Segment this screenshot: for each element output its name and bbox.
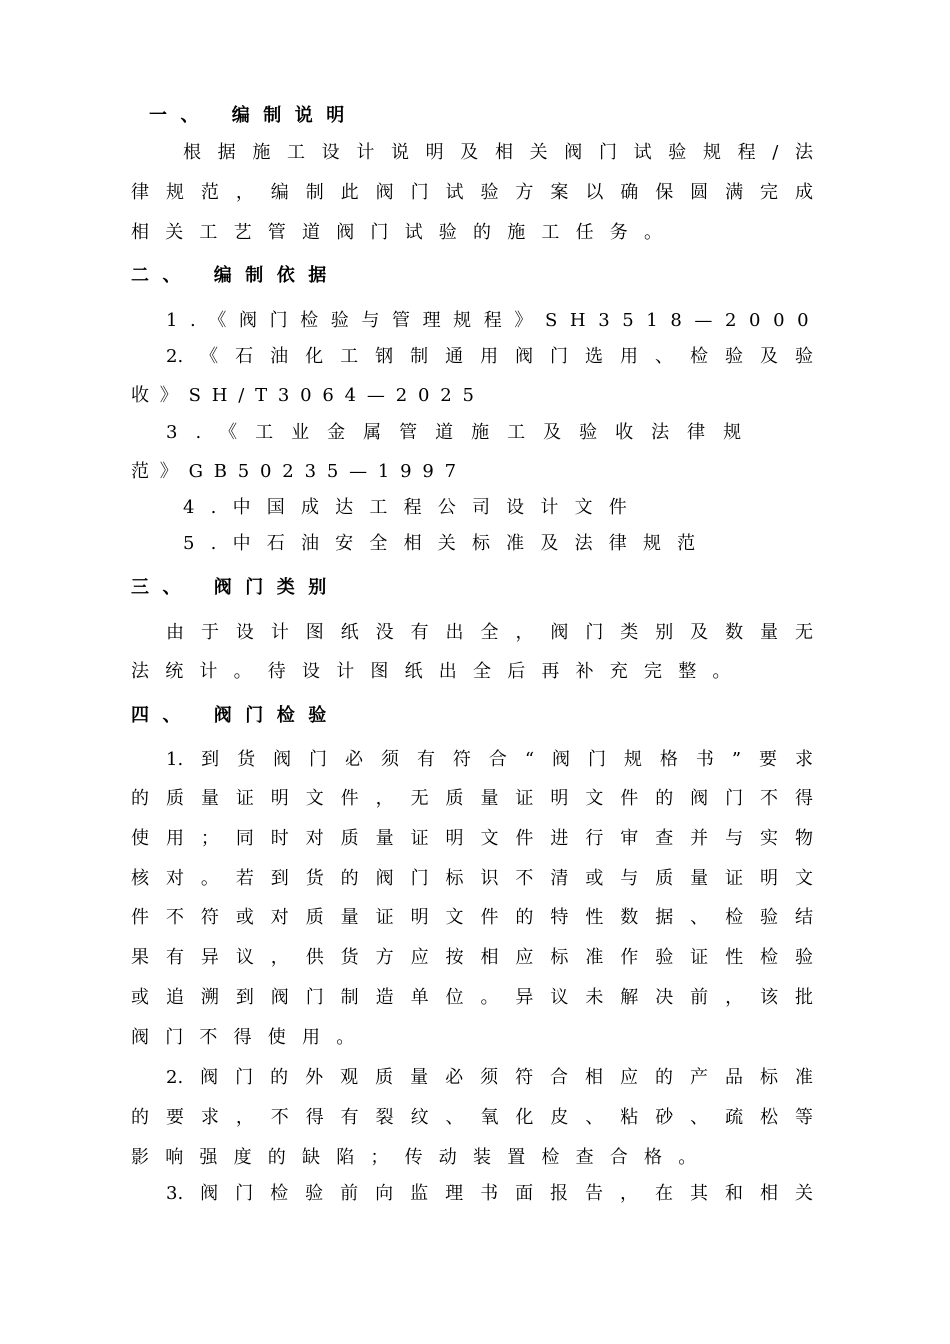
paragraph-line: 相关工艺管道阀门试验的施工任务。 — [131, 222, 679, 243]
section-heading-1: 一、 编制说明 — [149, 105, 358, 126]
paragraph-line: 根据施工设计说明及相关阀门试验规程/法 — [183, 142, 813, 163]
paragraph-line: 由于设计图纸没有出全，阀门类别及数量无 — [166, 622, 813, 643]
reference-item-3-cont: 范》GB50235—1997 — [131, 461, 467, 482]
paragraph-line: 阀门不得使用。 — [131, 1027, 371, 1048]
paragraph-line: 律规范，编制此阀门试验方案以确保圆满完成 — [131, 182, 813, 203]
section-heading-3: 三、 阀门类别 — [131, 577, 340, 598]
section-heading-2: 二、 编制依据 — [131, 265, 340, 286]
paragraph-line: 1.到货阀门必须有符合“阀门规格书”要求 — [166, 749, 813, 770]
section-heading-4: 四、 阀门检验 — [131, 705, 340, 726]
reference-item-1: 1.《阀门检验与管理规程》SH3518—2000 — [166, 310, 822, 331]
paragraph-line: 核对。若到货的阀门标识不清或与质量证明文 — [131, 868, 813, 889]
reference-item-2: 2.《石油化工钢制通用阀门选用、检验及验 — [166, 346, 813, 367]
paragraph-line: 的质量证明文件，无质量证明文件的阀门不得 — [131, 788, 813, 809]
paragraph-line: 3.阀门检验前向监理书面报告，在其和相关 — [166, 1183, 813, 1204]
paragraph-line: 2.阀门的外观质量必须符合相应的产品标准 — [166, 1067, 813, 1088]
paragraph-line: 果有异议，供货方应按相应标准作验证性检验 — [131, 947, 813, 968]
reference-item-5: 5.中石油安全相关标准及法律规范 — [183, 533, 712, 554]
reference-item-2-cont: 收》SH/T3064—2025 — [131, 385, 485, 406]
paragraph-line: 影响强度的缺陷；传动装置检查合格。 — [131, 1147, 713, 1168]
paragraph-line: 或追溯到阀门制造单位。异议未解决前，该批 — [131, 987, 813, 1008]
paragraph-line: 法统计。待设计图纸出全后再补充完整。 — [131, 661, 747, 682]
reference-item-4: 4.中国成达工程公司设计文件 — [183, 497, 643, 518]
paragraph-line: 使用；同时对质量证明文件进行审查并与实物 — [131, 828, 813, 849]
paragraph-line: 的要求，不得有裂纹、氧化皮、粘砂、疏松等 — [131, 1107, 813, 1128]
reference-item-3: 3.《工业金属管道施工及验收法律规 — [166, 422, 760, 443]
paragraph-line: 件不符或对质量证明文件的特性数据、检验结 — [131, 907, 813, 928]
